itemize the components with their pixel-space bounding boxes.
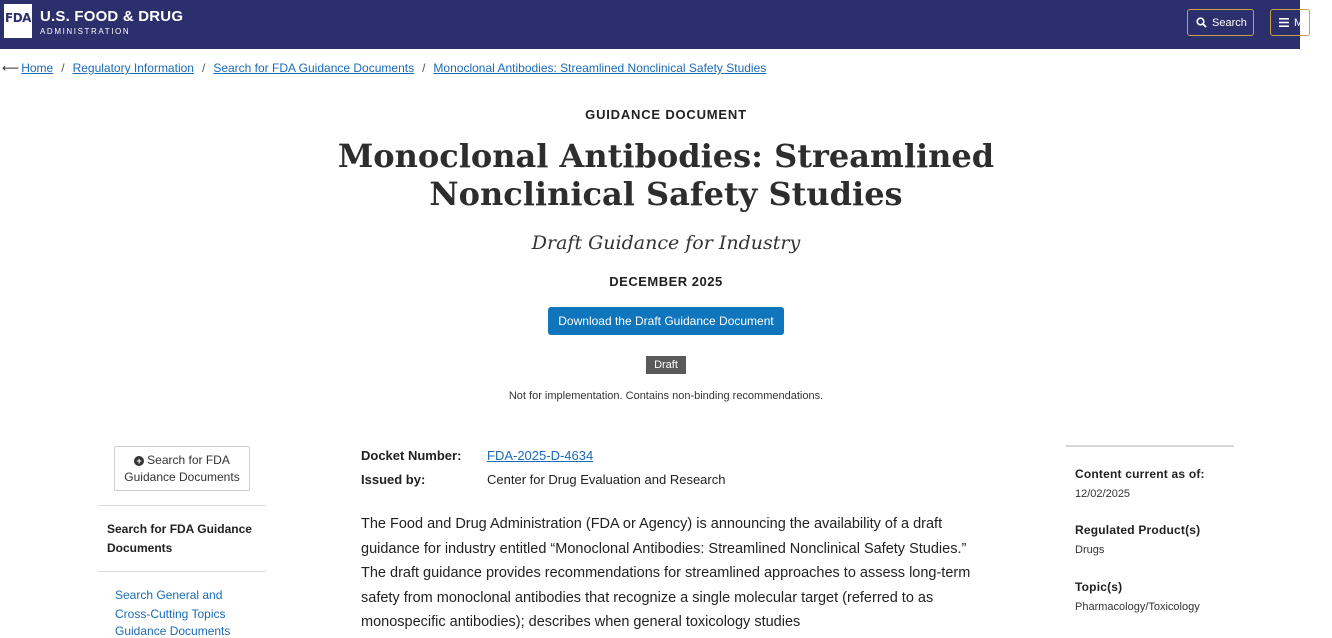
brand-name: U.S. FOOD & DRUG xyxy=(40,8,184,25)
regulated-products-value: Drugs xyxy=(1075,544,1105,556)
breadcrumb-current-page[interactable]: Monoclonal Antibodies: Streamlined Nonclinical Safety Studies xyxy=(433,61,767,75)
docket-number-link[interactable]: FDA-2025-D-4634 xyxy=(487,448,594,463)
breadcrumb-regulatory-information[interactable]: Regulatory Information xyxy=(72,61,194,75)
logo-text: FDA xyxy=(5,11,31,25)
breadcrumb-separator: / xyxy=(201,61,206,75)
issued-by-label: Issued by: xyxy=(361,472,426,487)
sidebar-heading: Search for FDA Guidance Documents xyxy=(107,522,252,555)
docket-number-label: Docket Number: xyxy=(361,448,462,463)
docket-number-value xyxy=(487,448,593,463)
sidebar-search-guidance-button[interactable] xyxy=(114,446,250,491)
sidebar-link-guidance-documents[interactable]: Guidance Documents xyxy=(115,624,231,638)
topics-value: Pharmacology/Toxicology xyxy=(1075,601,1200,613)
page-title: Monoclonal Antibodies: Streamlined Nonclinical Safety Studies xyxy=(337,137,995,213)
sidebar-search-label: Search for FDA Guidance Documents xyxy=(124,453,240,484)
search-label: Search xyxy=(1212,16,1247,29)
page-subtitle: Draft Guidance for Industry xyxy=(531,232,801,254)
topics-label: Topic(s) xyxy=(1075,580,1123,594)
content-current-value: 12/02/2025 xyxy=(1075,488,1131,500)
right-sidebar-divider xyxy=(1066,445,1234,447)
breadcrumb-home[interactable]: Home xyxy=(21,61,54,75)
content-current-label: Content current as of: xyxy=(1075,467,1205,481)
breadcrumb-separator: / xyxy=(422,61,426,75)
plus-circle-icon: + xyxy=(134,456,144,466)
fda-logo[interactable] xyxy=(4,4,32,38)
issued-by-value: Center for Drug Evaluation and Research xyxy=(487,472,726,487)
implementation-notice: Not for implementation. Contains non-binding recommendations. xyxy=(508,390,824,402)
back-arrow-icon: ⟵ xyxy=(2,61,20,75)
menu-icon xyxy=(1279,18,1289,27)
breadcrumb-separator: / xyxy=(61,61,65,75)
status-badge: Draft xyxy=(646,356,686,374)
regulated-products-label: Regulated Product(s) xyxy=(1075,523,1201,537)
header-menu-button[interactable] xyxy=(1270,9,1310,36)
breadcrumb xyxy=(2,61,766,75)
menu-label: M xyxy=(1294,16,1304,29)
sidebar-divider xyxy=(98,571,266,572)
publication-date: DECEMBER 2025 xyxy=(609,274,723,289)
sidebar-divider xyxy=(98,505,266,506)
search-icon xyxy=(1196,17,1207,28)
brand-subname: ADMINISTRATION xyxy=(40,27,131,36)
document-summary-paragraph: The Food and Drug Administration (FDA or Agency) is announcing the availability of a draft guidance for industry entitled “Monoclonal Antibodies: Streamlined Nonclinical Safety Studies.” The draft guidance provides recommendations for streamlined approaches to assess long-term safety from monoclonal antibodies that recognize a single molecular target (referred to as monospecific antibodies); describes when general toxicology studies xyxy=(361,516,971,630)
header-search-button[interactable] xyxy=(1187,9,1254,36)
breadcrumb-search-guidance[interactable]: Search for FDA Guidance Documents xyxy=(213,61,415,75)
brand-wordmark[interactable] xyxy=(40,8,183,36)
sidebar-link-general-topics[interactable]: Search General and Cross-Cutting Topics xyxy=(115,588,226,621)
download-draft-guidance-button[interactable]: Download the Draft Guidance Document xyxy=(548,307,784,335)
document-type-kicker: GUIDANCE DOCUMENT xyxy=(585,107,747,122)
site-header xyxy=(0,0,1304,49)
